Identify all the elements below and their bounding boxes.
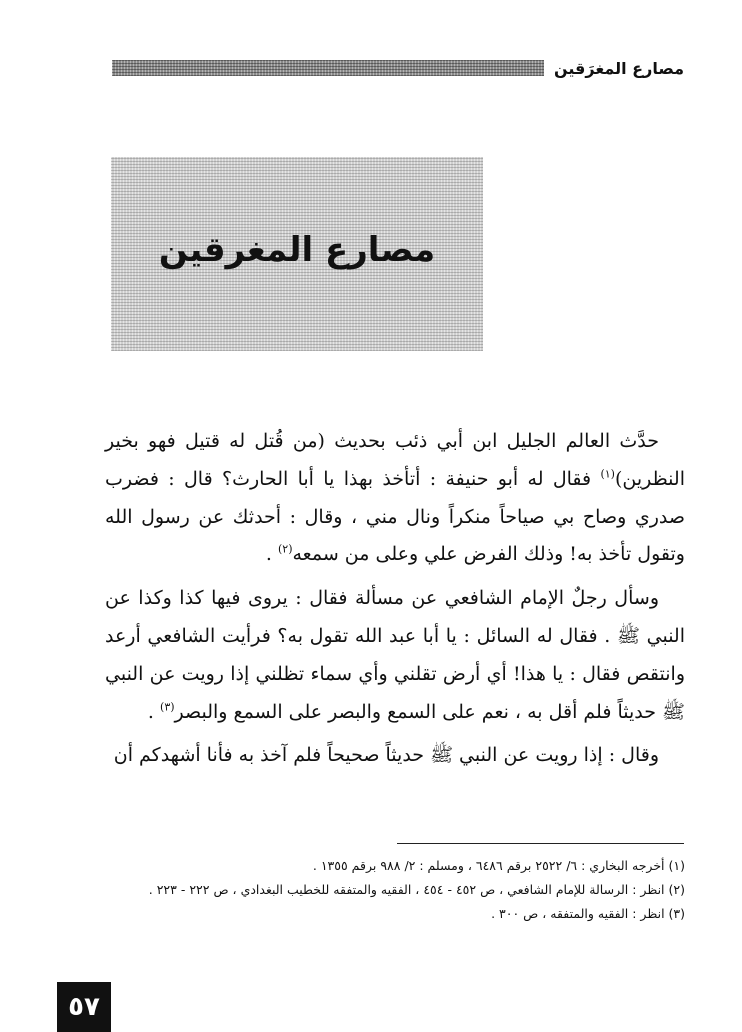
footnote-3: (٣) انظر : الفقيه والمتفقه ، ص ٣٠٠ .	[491, 906, 685, 921]
paragraph-2-end: .	[147, 700, 161, 723]
footnote-separator	[397, 843, 684, 844]
body-text	[105, 423, 685, 781]
footnote-ref-2: (٢)	[277, 543, 293, 557]
paragraph-1-end: .	[265, 543, 278, 566]
paragraph-2-text: وسأل رجلٌ الإمام الشافعي عن مسألة فقال : يروى فيها كذا وكذا عن النبي ﷺ . فقال له السائل : يا أبا عبد الله تقول به؟ فرأيت الشافعي أرعد وانتقص فقال : يا هذا! أي أرض تقلني وأي سماء تظلني إذا رويت عن النبي ﷺ حديثاً فلم أقل به ، نعم على السمع والبصر على السمع والبصر	[105, 587, 685, 723]
chapter-title-box	[111, 157, 483, 351]
running-header	[112, 56, 684, 80]
paragraph-1-text-continued: فقال له أبو حنيفة : أتأخذ بهذا يا أبا الحارث؟ قال : فضرب صدري وصاح بي صياحاً منكراً ونال مني ، وقال : أحدثك عن رسول الله وتقول تأخذ به! وذلك الفرض علي وعلى من سمعه	[105, 467, 685, 566]
paragraph-3-text: وقال : إذا رويت عن النبي ﷺ حديثاً صحيحاً فلم آخذ به فأنا أشهدكم أن	[113, 744, 659, 767]
footnotes	[96, 854, 685, 926]
paragraph-1-text: حدَّث العالم الجليل ابن أبي ذئب بحديث (من قُتل له قتيل فهو بخير النظرين)	[105, 430, 685, 490]
paragraph-3	[105, 737, 685, 775]
paragraph-2	[105, 580, 685, 731]
running-title: مصارع المغرَقين	[554, 58, 684, 78]
header-band	[112, 60, 544, 76]
footnote-ref-3: (٣)	[160, 700, 175, 714]
chapter-title: مصارع المغرقين	[158, 230, 436, 270]
page-number: ٥٧	[57, 982, 111, 1032]
footnote-1: (١) أخرجه البخاري : ٦/ ٢٥٢٢ برقم ٦٤٨٦ ، ومسلم : ٢/ ٩٨٨ برقم ١٣٥٥ .	[312, 858, 685, 873]
footnote-2: (٢) انظر : الرسالة للإمام الشافعي ، ص ٤٥٢ - ٤٥٤ ، الفقيه والمتفقه للخطيب البغدادي ، ص ٢٢٢ - ٢٢٣ .	[148, 882, 685, 897]
footnote-ref-1: (١)	[600, 467, 615, 481]
paragraph-1	[105, 423, 685, 574]
